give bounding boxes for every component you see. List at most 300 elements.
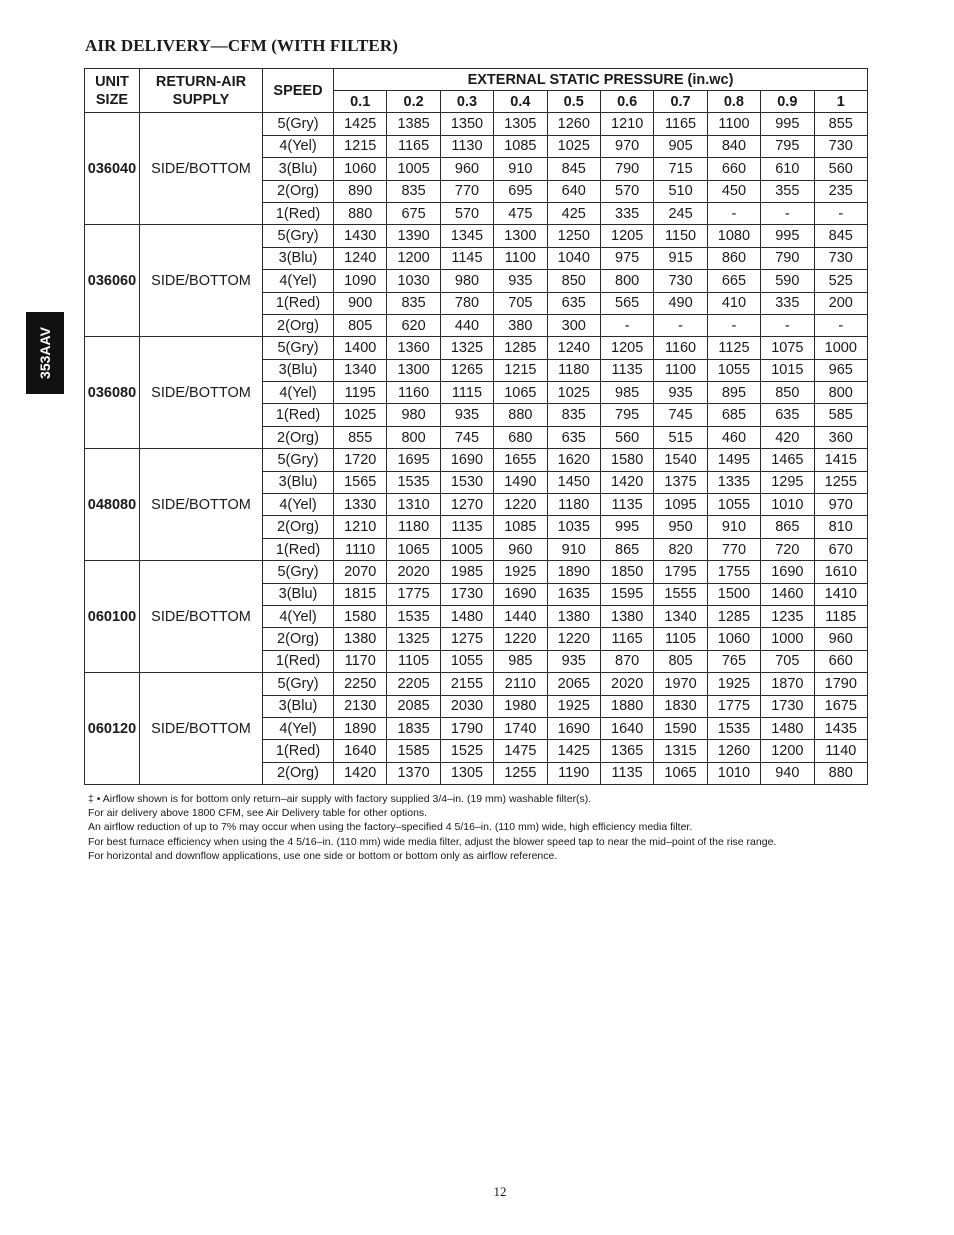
cfm-value-cell: 1655 — [494, 449, 547, 471]
cfm-value-cell: 1065 — [654, 762, 707, 784]
cfm-value-cell: 835 — [547, 404, 600, 426]
footnote-line: For best furnace efficiency when using the 4 5/16–in. (110 mm) wide media filter, adjust the blower speed tap to near the mid–point of the rise range. — [88, 835, 777, 848]
cfm-value-cell: 1180 — [547, 494, 600, 516]
cfm-value-cell: 1425 — [334, 113, 387, 135]
cfm-value-cell: 1260 — [707, 740, 760, 762]
header-unit-size: UNIT SIZE — [85, 69, 140, 113]
cfm-value-cell: 1850 — [600, 561, 653, 583]
cfm-value-cell: 910 — [547, 538, 600, 560]
cfm-value-cell: 570 — [600, 180, 653, 202]
cfm-value-cell: 1095 — [654, 494, 707, 516]
cfm-value-cell: 1010 — [761, 494, 814, 516]
cfm-value-cell: 1980 — [494, 695, 547, 717]
cfm-value-cell: 670 — [814, 538, 868, 560]
speed-cell: 3(Blu) — [263, 359, 334, 381]
cfm-value-cell: 1310 — [387, 494, 440, 516]
cfm-value-cell: - — [814, 314, 868, 336]
speed-cell: 5(Gry) — [263, 449, 334, 471]
cfm-value-cell: 1640 — [334, 740, 387, 762]
cfm-value-cell: 1185 — [814, 605, 868, 627]
cfm-value-cell: 1055 — [440, 650, 493, 672]
cfm-value-cell: 1190 — [547, 762, 600, 784]
cfm-value-cell: 420 — [761, 426, 814, 448]
header-pressure: 0.8 — [707, 91, 760, 113]
cfm-value-cell: 1985 — [440, 561, 493, 583]
cfm-value-cell: 1205 — [600, 225, 653, 247]
cfm-value-cell: 590 — [761, 270, 814, 292]
cfm-value-cell: 510 — [654, 180, 707, 202]
cfm-value-cell: 635 — [547, 292, 600, 314]
header-return-air-supply: RETURN-AIR SUPPLY — [140, 69, 263, 113]
cfm-value-cell: 440 — [440, 314, 493, 336]
cfm-value-cell: 835 — [387, 292, 440, 314]
cfm-value-cell: 245 — [654, 202, 707, 224]
cfm-value-cell: 795 — [600, 404, 653, 426]
cfm-value-cell: 1215 — [334, 135, 387, 157]
page-title: AIR DELIVERY—CFM (WITH FILTER) — [85, 36, 399, 55]
cfm-value-cell: 1080 — [707, 225, 760, 247]
cfm-value-cell: 560 — [814, 158, 868, 180]
cfm-value-cell: 1720 — [334, 449, 387, 471]
cfm-value-cell: 1220 — [547, 628, 600, 650]
cfm-value-cell: 2065 — [547, 673, 600, 695]
cfm-value-cell: 2020 — [600, 673, 653, 695]
speed-cell: 1(Red) — [263, 650, 334, 672]
cfm-value-cell: 1435 — [814, 717, 868, 739]
cfm-value-cell: 1675 — [814, 695, 868, 717]
cfm-value-cell: 745 — [654, 404, 707, 426]
cfm-value-cell: 970 — [814, 494, 868, 516]
model-side-tab-label: 353AAV — [37, 327, 53, 379]
cfm-value-cell: 1580 — [334, 605, 387, 627]
cfm-value-cell: 765 — [707, 650, 760, 672]
cfm-value-cell: 1565 — [334, 471, 387, 493]
cfm-value-cell: 1270 — [440, 494, 493, 516]
cfm-value-cell: 1285 — [494, 337, 547, 359]
cfm-value-cell: 355 — [761, 180, 814, 202]
cfm-value-cell: 1210 — [600, 113, 653, 135]
cfm-value-cell: 680 — [494, 426, 547, 448]
return-air-supply-cell: SIDE/BOTTOM — [140, 225, 263, 337]
cfm-value-cell: 1440 — [494, 605, 547, 627]
cfm-value-cell: 1180 — [547, 359, 600, 381]
cfm-value-cell: 1460 — [761, 583, 814, 605]
cfm-value-cell: 1415 — [814, 449, 868, 471]
cfm-value-cell: 850 — [761, 382, 814, 404]
cfm-value-cell: 1375 — [654, 471, 707, 493]
speed-cell: 5(Gry) — [263, 673, 334, 695]
cfm-value-cell: 1690 — [761, 561, 814, 583]
model-side-tab — [26, 312, 64, 394]
cfm-value-cell: 935 — [440, 404, 493, 426]
cfm-value-cell: 1640 — [600, 717, 653, 739]
cfm-value-cell: 1305 — [494, 113, 547, 135]
air-delivery-table-body — [85, 113, 868, 785]
cfm-value-cell: 865 — [600, 538, 653, 560]
cfm-value-cell: 1075 — [761, 337, 814, 359]
cfm-value-cell: 1495 — [707, 449, 760, 471]
cfm-value-cell: 1240 — [334, 247, 387, 269]
cfm-value-cell: 1690 — [494, 583, 547, 605]
cfm-value-cell: 1690 — [440, 449, 493, 471]
cfm-value-cell: - — [761, 314, 814, 336]
cfm-value-cell: 585 — [814, 404, 868, 426]
cfm-value-cell: 410 — [707, 292, 760, 314]
table-row — [85, 673, 868, 695]
cfm-value-cell: 1085 — [494, 516, 547, 538]
speed-cell: 4(Yel) — [263, 605, 334, 627]
cfm-value-cell: 2155 — [440, 673, 493, 695]
cfm-value-cell: 1410 — [814, 583, 868, 605]
cfm-value-cell: - — [707, 202, 760, 224]
cfm-value-cell: 1055 — [707, 359, 760, 381]
cfm-value-cell: 805 — [334, 314, 387, 336]
cfm-value-cell: 1480 — [761, 717, 814, 739]
cfm-value-cell: 1215 — [494, 359, 547, 381]
speed-cell: 5(Gry) — [263, 113, 334, 135]
cfm-value-cell: 995 — [761, 113, 814, 135]
cfm-value-cell: 895 — [707, 382, 760, 404]
speed-cell: 2(Org) — [263, 762, 334, 784]
speed-cell: 5(Gry) — [263, 225, 334, 247]
cfm-value-cell: 935 — [547, 650, 600, 672]
unit-size-cell: 036040 — [85, 113, 140, 225]
cfm-value-cell: 1580 — [600, 449, 653, 471]
cfm-value-cell: 985 — [494, 650, 547, 672]
cfm-value-cell: 855 — [334, 426, 387, 448]
cfm-value-cell: 1340 — [334, 359, 387, 381]
speed-cell: 5(Gry) — [263, 337, 334, 359]
cfm-value-cell: 730 — [814, 135, 868, 157]
cfm-value-cell: 1165 — [387, 135, 440, 157]
cfm-value-cell: 1925 — [707, 673, 760, 695]
cfm-value-cell: 675 — [387, 202, 440, 224]
cfm-value-cell: 1590 — [654, 717, 707, 739]
cfm-value-cell: 1970 — [654, 673, 707, 695]
cfm-value-cell: 1340 — [654, 605, 707, 627]
cfm-value-cell: 1430 — [334, 225, 387, 247]
cfm-value-cell: 1300 — [494, 225, 547, 247]
cfm-value-cell: 840 — [707, 135, 760, 157]
cfm-value-cell: 910 — [494, 158, 547, 180]
cfm-value-cell: 490 — [654, 292, 707, 314]
cfm-value-cell: 2205 — [387, 673, 440, 695]
cfm-value-cell: 800 — [387, 426, 440, 448]
cfm-value-cell: 1025 — [547, 135, 600, 157]
cfm-value-cell: 335 — [761, 292, 814, 314]
cfm-value-cell: 1145 — [440, 247, 493, 269]
cfm-value-cell: 1240 — [547, 337, 600, 359]
cfm-value-cell: 790 — [761, 247, 814, 269]
header-speed: SPEED — [263, 69, 334, 113]
return-air-supply-cell: SIDE/BOTTOM — [140, 449, 263, 561]
cfm-value-cell: 1250 — [547, 225, 600, 247]
speed-cell: 2(Org) — [263, 314, 334, 336]
cfm-value-cell: 2020 — [387, 561, 440, 583]
cfm-value-cell: 1160 — [387, 382, 440, 404]
table-row — [85, 337, 868, 359]
cfm-value-cell: 1870 — [761, 673, 814, 695]
cfm-value-cell: 360 — [814, 426, 868, 448]
cfm-value-cell: 2030 — [440, 695, 493, 717]
cfm-value-cell: 660 — [814, 650, 868, 672]
cfm-value-cell: 985 — [600, 382, 653, 404]
cfm-value-cell: 1100 — [654, 359, 707, 381]
return-air-supply-cell: SIDE/BOTTOM — [140, 673, 263, 785]
cfm-value-cell: 720 — [761, 538, 814, 560]
cfm-value-cell: 715 — [654, 158, 707, 180]
cfm-value-cell: 795 — [761, 135, 814, 157]
cfm-value-cell: 1035 — [547, 516, 600, 538]
cfm-value-cell: 1330 — [334, 494, 387, 516]
cfm-value-cell: 610 — [761, 158, 814, 180]
cfm-value-cell: 565 — [600, 292, 653, 314]
cfm-value-cell: 730 — [654, 270, 707, 292]
cfm-value-cell: 635 — [761, 404, 814, 426]
speed-cell: 5(Gry) — [263, 561, 334, 583]
cfm-value-cell: 1420 — [334, 762, 387, 784]
cfm-value-cell: 1795 — [654, 561, 707, 583]
cfm-value-cell: 380 — [494, 314, 547, 336]
cfm-value-cell: 1065 — [387, 538, 440, 560]
unit-size-cell: 036080 — [85, 337, 140, 449]
cfm-value-cell: 1555 — [654, 583, 707, 605]
cfm-value-cell: 1380 — [334, 628, 387, 650]
cfm-value-cell: 335 — [600, 202, 653, 224]
footnote-line: ‡ • Airflow shown is for bottom only return–air supply with factory supplied 3/4–in. (19 mm) washable filter(s). — [88, 793, 592, 805]
cfm-value-cell: 1005 — [440, 538, 493, 560]
cfm-value-cell: 940 — [761, 762, 814, 784]
cfm-value-cell: 910 — [707, 516, 760, 538]
cfm-value-cell: 1260 — [547, 113, 600, 135]
cfm-value-cell: 1100 — [494, 247, 547, 269]
cfm-value-cell: 1235 — [761, 605, 814, 627]
cfm-value-cell: 950 — [654, 516, 707, 538]
cfm-value-cell: 800 — [814, 382, 868, 404]
cfm-value-cell: 1055 — [707, 494, 760, 516]
cfm-value-cell: 1450 — [547, 471, 600, 493]
cfm-value-cell: 1025 — [334, 404, 387, 426]
cfm-value-cell: 965 — [814, 359, 868, 381]
cfm-value-cell: 800 — [600, 270, 653, 292]
cfm-value-cell: 1335 — [707, 471, 760, 493]
cfm-value-cell: 970 — [600, 135, 653, 157]
cfm-value-cell: 200 — [814, 292, 868, 314]
cfm-value-cell: 1170 — [334, 650, 387, 672]
cfm-value-cell: 1530 — [440, 471, 493, 493]
cfm-value-cell: 1620 — [547, 449, 600, 471]
cfm-value-cell: 1220 — [494, 628, 547, 650]
cfm-value-cell: 635 — [547, 426, 600, 448]
cfm-value-cell: 1380 — [600, 605, 653, 627]
cfm-value-cell: 1790 — [440, 717, 493, 739]
cfm-value-cell: 525 — [814, 270, 868, 292]
cfm-value-cell: 1595 — [600, 583, 653, 605]
cfm-value-cell: 1115 — [440, 382, 493, 404]
cfm-value-cell: 560 — [600, 426, 653, 448]
header-pressure: 0.6 — [600, 91, 653, 113]
cfm-value-cell: 995 — [600, 516, 653, 538]
speed-cell: 2(Org) — [263, 426, 334, 448]
cfm-value-cell: 1285 — [707, 605, 760, 627]
table-row — [85, 113, 868, 135]
cfm-value-cell: 1500 — [707, 583, 760, 605]
cfm-value-cell: 980 — [440, 270, 493, 292]
cfm-value-cell: 935 — [654, 382, 707, 404]
cfm-value-cell: 1040 — [547, 247, 600, 269]
cfm-value-cell: 865 — [761, 516, 814, 538]
unit-size-cell: 036060 — [85, 225, 140, 337]
cfm-value-cell: 960 — [440, 158, 493, 180]
cfm-value-cell: 2085 — [387, 695, 440, 717]
cfm-value-cell: 900 — [334, 292, 387, 314]
speed-cell: 2(Org) — [263, 516, 334, 538]
speed-cell: 3(Blu) — [263, 471, 334, 493]
cfm-value-cell: 1325 — [387, 628, 440, 650]
cfm-value-cell: 975 — [600, 247, 653, 269]
header-pressure: 0.1 — [334, 91, 387, 113]
cfm-value-cell: 1200 — [761, 740, 814, 762]
cfm-value-cell: 665 — [707, 270, 760, 292]
speed-cell: 2(Org) — [263, 180, 334, 202]
cfm-value-cell: 1490 — [494, 471, 547, 493]
header-pressure: 0.4 — [494, 91, 547, 113]
cfm-value-cell: 1350 — [440, 113, 493, 135]
cfm-value-cell: 870 — [600, 650, 653, 672]
cfm-value-cell: 705 — [761, 650, 814, 672]
cfm-value-cell: 935 — [494, 270, 547, 292]
cfm-value-cell: 1465 — [761, 449, 814, 471]
cfm-value-cell: 460 — [707, 426, 760, 448]
cfm-value-cell: 780 — [440, 292, 493, 314]
cfm-value-cell: 300 — [547, 314, 600, 336]
cfm-value-cell: 1085 — [494, 135, 547, 157]
cfm-value-cell: 1160 — [654, 337, 707, 359]
cfm-value-cell: - — [814, 202, 868, 224]
cfm-value-cell: 450 — [707, 180, 760, 202]
cfm-value-cell: 860 — [707, 247, 760, 269]
cfm-value-cell: 1815 — [334, 583, 387, 605]
cfm-value-cell: 1790 — [814, 673, 868, 695]
cfm-value-cell: 515 — [654, 426, 707, 448]
footnote-line: An airflow reduction of up to 7% may occur when using the factory–specified 4 5/16–in. (110 mm) wide, high efficiency media filter. — [88, 821, 693, 834]
cfm-value-cell: 1180 — [387, 516, 440, 538]
table-row — [85, 561, 868, 583]
speed-cell: 4(Yel) — [263, 494, 334, 516]
cfm-value-cell: 1775 — [387, 583, 440, 605]
unit-size-cell: 060100 — [85, 561, 140, 673]
cfm-value-cell: 1065 — [494, 382, 547, 404]
cfm-value-cell: 1060 — [707, 628, 760, 650]
cfm-value-cell: 820 — [654, 538, 707, 560]
cfm-value-cell: 1690 — [547, 717, 600, 739]
cfm-value-cell: 1275 — [440, 628, 493, 650]
header-pressure: 0.7 — [654, 91, 707, 113]
cfm-value-cell: 425 — [547, 202, 600, 224]
cfm-value-cell: 835 — [387, 180, 440, 202]
speed-cell: 3(Blu) — [263, 158, 334, 180]
cfm-value-cell: 1365 — [600, 740, 653, 762]
cfm-value-cell: 1370 — [387, 762, 440, 784]
speed-cell: 4(Yel) — [263, 270, 334, 292]
cfm-value-cell: 770 — [707, 538, 760, 560]
cfm-value-cell: 1730 — [761, 695, 814, 717]
footnote-line: For air delivery above 1800 CFM, see Air Delivery table for other options. — [88, 807, 428, 820]
cfm-value-cell: 1205 — [600, 337, 653, 359]
cfm-value-cell: 1000 — [761, 628, 814, 650]
cfm-value-cell: 1255 — [494, 762, 547, 784]
cfm-value-cell: 1265 — [440, 359, 493, 381]
speed-cell: 1(Red) — [263, 202, 334, 224]
cfm-value-cell: 850 — [547, 270, 600, 292]
cfm-value-cell: 890 — [334, 180, 387, 202]
return-air-supply-cell: SIDE/BOTTOM — [140, 337, 263, 449]
speed-cell: 4(Yel) — [263, 135, 334, 157]
cfm-value-cell: 1030 — [387, 270, 440, 292]
cfm-value-cell: 1535 — [387, 605, 440, 627]
header-pressure: 0.2 — [387, 91, 440, 113]
cfm-value-cell: 1105 — [654, 628, 707, 650]
cfm-value-cell: - — [654, 314, 707, 336]
cfm-value-cell: 1110 — [334, 538, 387, 560]
speed-cell: 2(Org) — [263, 628, 334, 650]
cfm-value-cell: 1010 — [707, 762, 760, 784]
cfm-value-cell: 810 — [814, 516, 868, 538]
cfm-value-cell: 1200 — [387, 247, 440, 269]
cfm-value-cell: 1150 — [654, 225, 707, 247]
speed-cell: 3(Blu) — [263, 695, 334, 717]
cfm-value-cell: 1585 — [387, 740, 440, 762]
cfm-value-cell: - — [761, 202, 814, 224]
cfm-value-cell: 1925 — [494, 561, 547, 583]
cfm-value-cell: 1345 — [440, 225, 493, 247]
cfm-value-cell: 1835 — [387, 717, 440, 739]
cfm-value-cell: - — [600, 314, 653, 336]
cfm-value-cell: 770 — [440, 180, 493, 202]
cfm-value-cell: 1890 — [547, 561, 600, 583]
cfm-value-cell: 1315 — [654, 740, 707, 762]
cfm-value-cell: 1925 — [547, 695, 600, 717]
cfm-value-cell: 1635 — [547, 583, 600, 605]
cfm-value-cell: 1140 — [814, 740, 868, 762]
cfm-value-cell: 1525 — [440, 740, 493, 762]
footnotes — [88, 792, 868, 863]
cfm-value-cell: 1305 — [440, 762, 493, 784]
cfm-value-cell: 960 — [494, 538, 547, 560]
cfm-value-cell: 730 — [814, 247, 868, 269]
cfm-value-cell: 620 — [387, 314, 440, 336]
cfm-value-cell: 2130 — [334, 695, 387, 717]
cfm-value-cell: 1130 — [440, 135, 493, 157]
cfm-value-cell: 685 — [707, 404, 760, 426]
cfm-value-cell: 1220 — [494, 494, 547, 516]
cfm-value-cell: 705 — [494, 292, 547, 314]
cfm-value-cell: 1380 — [547, 605, 600, 627]
cfm-value-cell: 880 — [814, 762, 868, 784]
cfm-value-cell: 1535 — [707, 717, 760, 739]
cfm-value-cell: 1135 — [440, 516, 493, 538]
cfm-value-cell: 1880 — [600, 695, 653, 717]
cfm-value-cell: 1210 — [334, 516, 387, 538]
cfm-value-cell: 845 — [814, 225, 868, 247]
cfm-value-cell: 1135 — [600, 494, 653, 516]
cfm-value-cell: 1420 — [600, 471, 653, 493]
cfm-value-cell: 980 — [387, 404, 440, 426]
unit-size-cell: 048080 — [85, 449, 140, 561]
header-pressure: 1 — [814, 91, 868, 113]
cfm-value-cell: 845 — [547, 158, 600, 180]
cfm-value-cell: 2070 — [334, 561, 387, 583]
